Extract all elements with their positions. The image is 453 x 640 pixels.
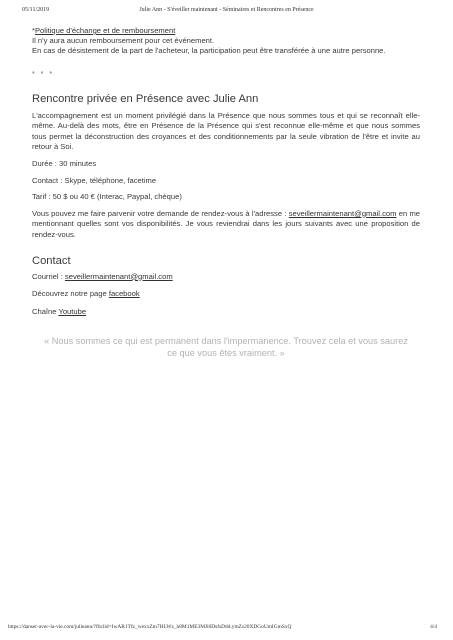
youtube-text: Chaîne: [32, 306, 59, 316]
facebook-text: Découvrez notre page: [32, 289, 109, 299]
youtube-link[interactable]: Youtube: [58, 306, 87, 316]
request-text-after: en me mentionnant quelles sont vos disponibilités. Je vous reviendrai dans les jours suivants avec une proposition de rendez-vous.: [32, 208, 420, 239]
rencontre-tarif: Tarif : 50 $ ou 40 € (Interac, Paypal, chèque): [32, 192, 182, 202]
courriel-email-link[interactable]: seveillermaintenant@gmail.com: [64, 271, 173, 281]
rencontre-duree: Durée : 30 minutes: [32, 158, 97, 168]
page-number: 4/4: [430, 624, 437, 630]
contact-youtube: [32, 307, 420, 318]
policy-link-line: [32, 26, 420, 36]
rencontre-contact-info: Contact : Skype, téléphone, facetime: [32, 175, 157, 185]
print-header: [22, 7, 431, 17]
rencontre-heading: Rencontre privée en Présence avec Julie Ann: [32, 92, 259, 105]
print-url: https://danser-avec-la-vie.com/julieann/?fbclid=IwAR1Tfz_wexxZm7HLWz_h8M1ME3MJi0DsfsDdd.ymZs20XDGoUmIGmSxQ: [8, 624, 292, 630]
policy-line-1: Il n'y aura aucun remboursement pour cet événement.: [32, 36, 215, 46]
request-text-before: Vous pouvez me faire parvenir votre demande de rendez-vous à l'adresse :: [32, 208, 289, 218]
print-footer: [8, 624, 437, 634]
policy-line-2: En cas de désistement de la part de l'acheteur, la participation peut être transférée à une autre personne.: [32, 46, 386, 56]
contact-facebook: [32, 289, 420, 300]
page-content: [32, 26, 420, 359]
policy-link[interactable]: Politique d'échange et de remboursement: [34, 26, 176, 35]
quote: « Nous sommes ce qui est permanent dans l'impermanence. Trouvez cela et vous saurez ce que vous êtes vraiment. »: [44, 336, 408, 359]
separator: * * *: [32, 70, 55, 78]
refund-policy: [32, 26, 420, 57]
print-date: 05/11/2019: [22, 7, 50, 13]
policy-prefix: *: [32, 26, 35, 35]
rencontre-request-paragraph: [32, 209, 420, 241]
rencontre-intro: L'accompagnement est un moment privilégié dans la Présence que nous sommes tous et qui se reconnaît elle-même. Au-delà des mots, être en Présence de la Présence qui s'est reconnue elle-même et que nous sommes tous permet la déconstruction des croyances et des conditionnements par la seule vibration de l'être et invite au retour à Soi.: [32, 110, 420, 152]
print-page-title: Julie Ann - S'éveiller maintenant - Séminaires et Rencontres en Présence: [139, 7, 314, 13]
courriel-label: Courriel :: [32, 271, 65, 281]
contact-courriel: [32, 272, 420, 283]
facebook-link[interactable]: facebook: [108, 289, 140, 299]
request-email-link[interactable]: seveillermaintenant@gmail.com: [288, 208, 397, 218]
contact-heading: Contact: [32, 254, 71, 267]
